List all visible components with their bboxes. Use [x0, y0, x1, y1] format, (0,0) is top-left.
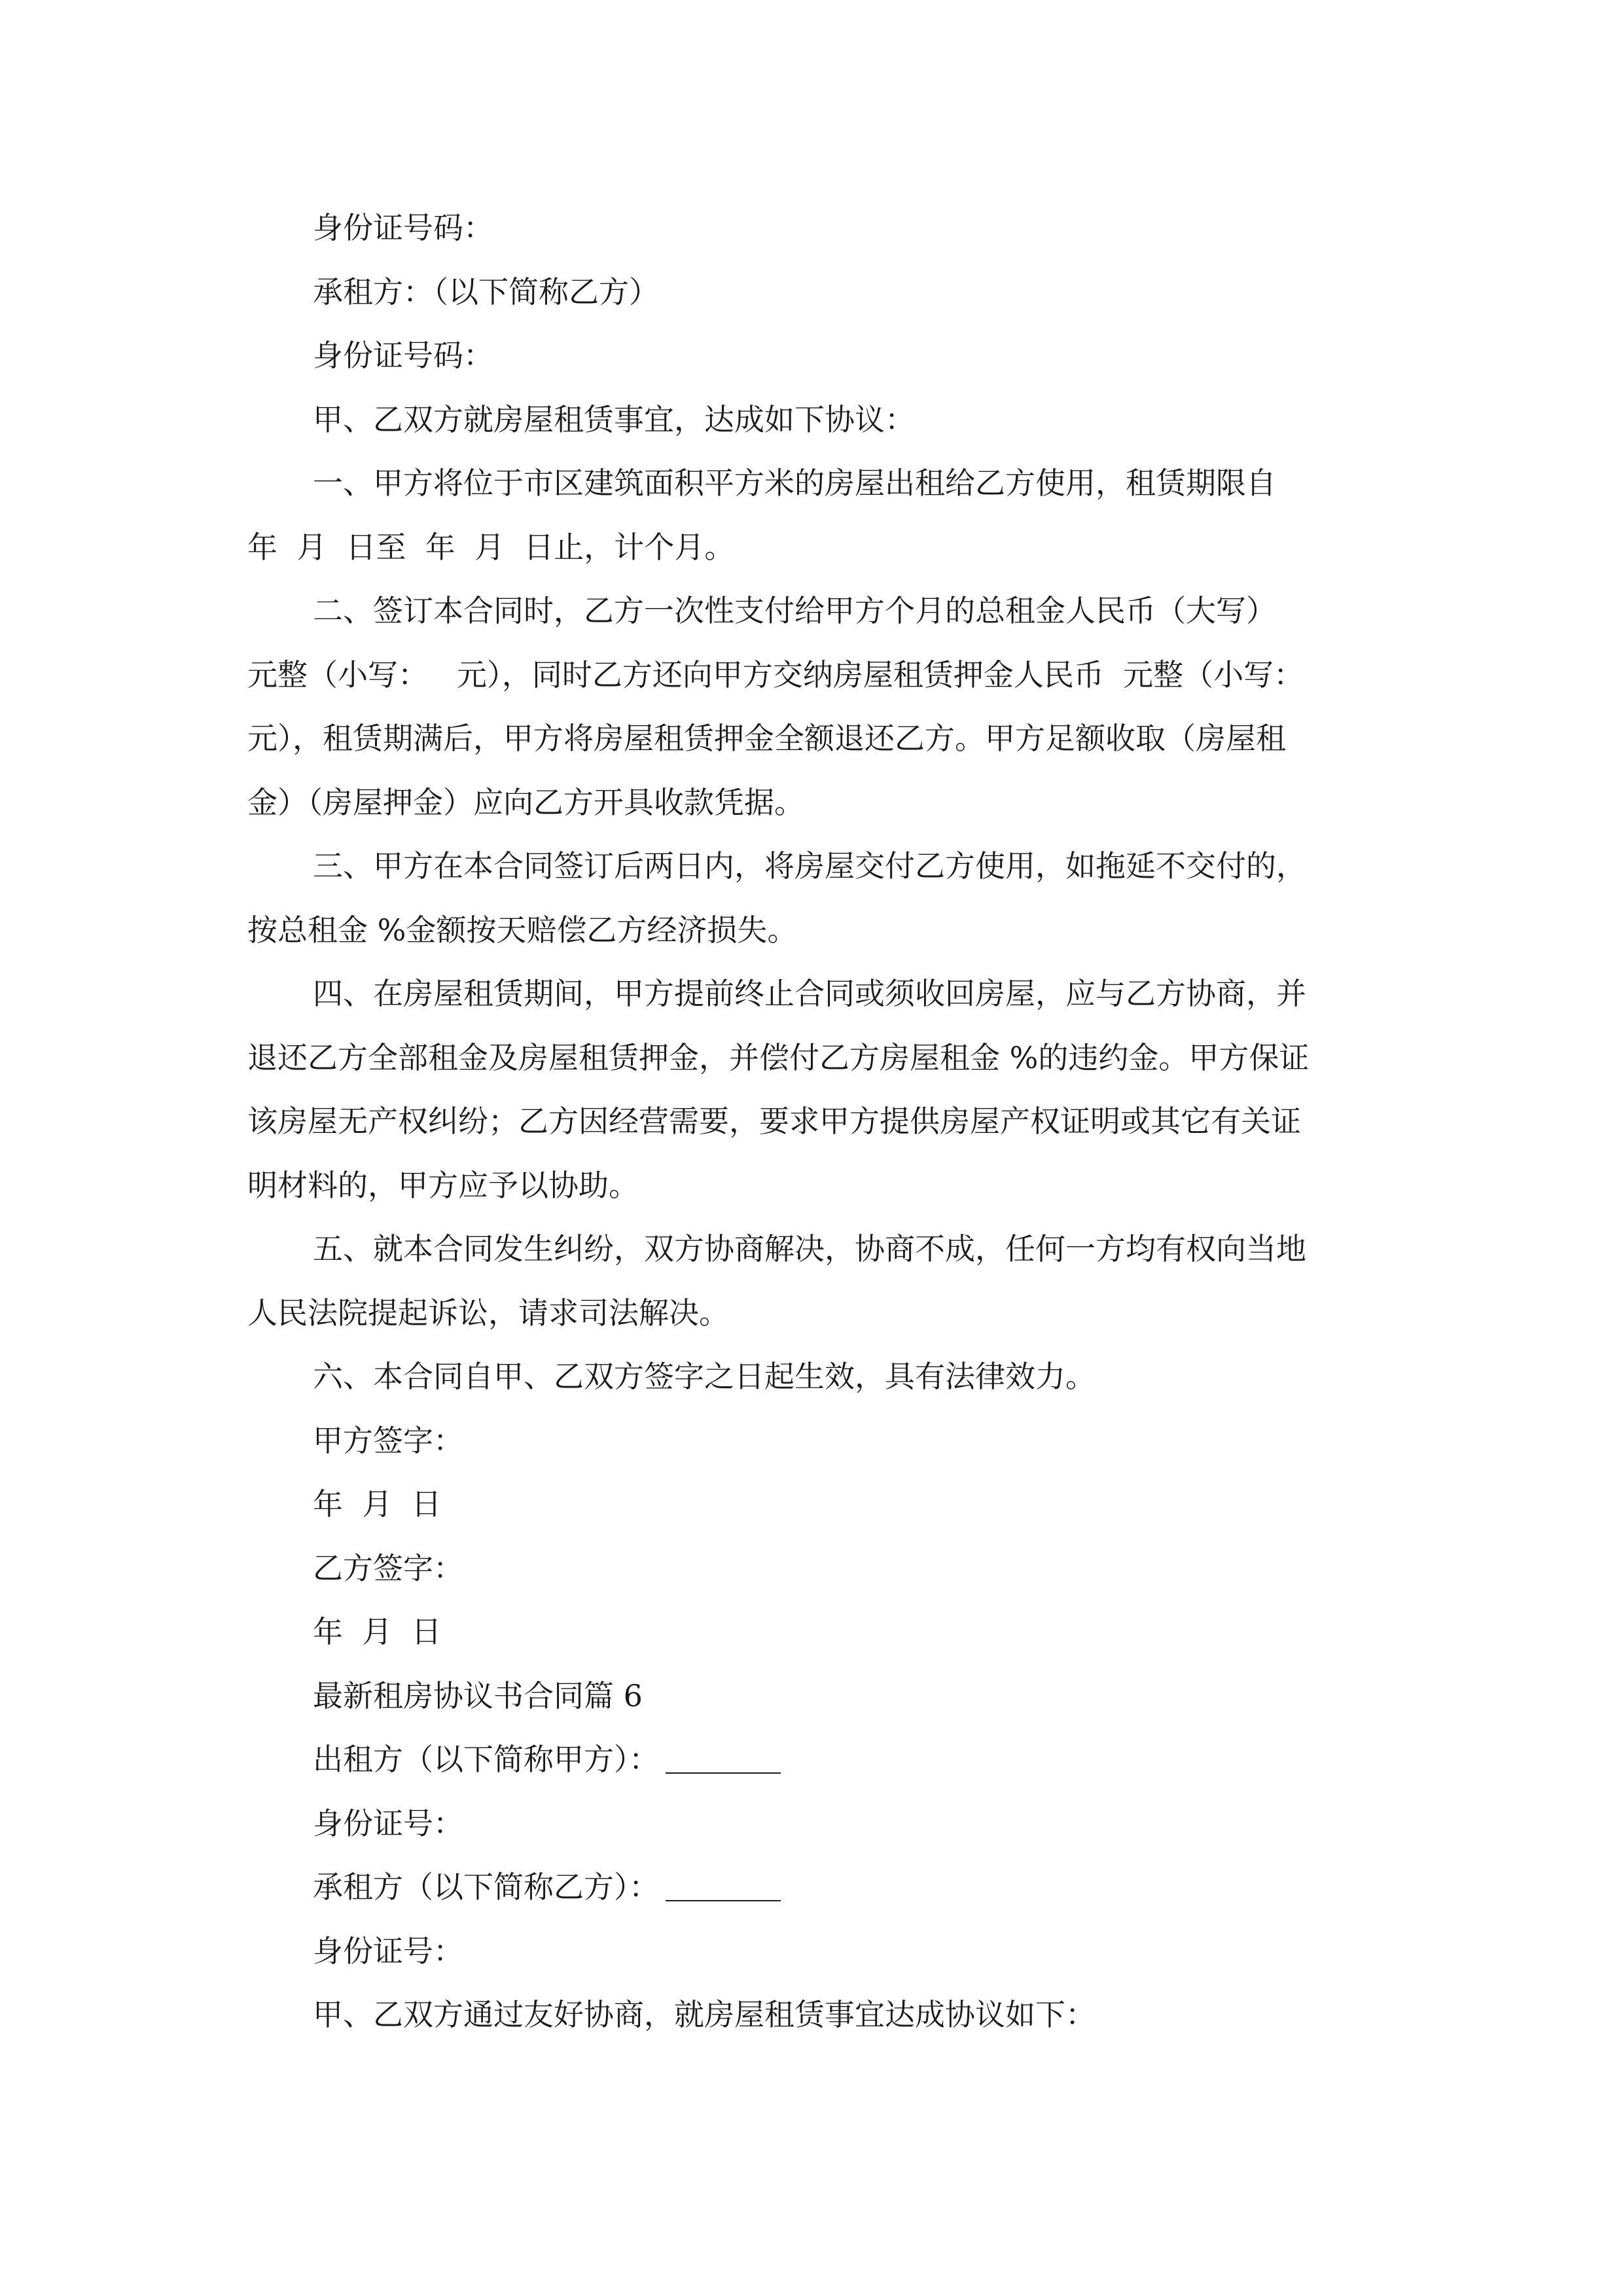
text-line: 明材料的，甲方应予以协助。	[247, 1167, 639, 1203]
lessee-label: 承租方（以下简称乙方）：	[313, 1869, 659, 1905]
text-line: 承租方：（以下简称乙方）	[313, 274, 659, 310]
section-title: 最新租房协议书合同篇 6	[313, 1677, 643, 1713]
date-line: 年 月 日	[313, 1614, 442, 1649]
text-line: 按总租金 %金额按天赔偿乙方经济损失。	[247, 912, 798, 948]
text-line: 四、在房屋租赁期间，甲方提前终止合同或须收回房屋，应与乙方协商，并	[313, 976, 1306, 1011]
text-line: 金）（房屋押金）应向乙方开具收款凭据。	[247, 784, 804, 820]
text-line: 退还乙方全部租金及房屋租赁押金，并偿付乙方房屋租金 %的违约金。甲方保证	[247, 1039, 1310, 1075]
date-line: 年 月 日	[313, 1486, 442, 1522]
blank-underline	[666, 1772, 781, 1774]
text-line: 三、甲方在本合同签订后两日内，将房屋交付乙方使用，如拖延不交付的，	[313, 848, 1306, 884]
signature-label: 甲方签字：	[313, 1422, 463, 1458]
lessor-label: 出租方（以下简称甲方）：	[313, 1742, 659, 1777]
text-line: 五、就本合同发生纠纷，双方协商解决，协商不成，任何一方均有权向当地	[313, 1231, 1306, 1266]
lessee-line	[247, 1856, 1389, 1920]
text-line: 身份证号码：	[313, 210, 493, 245]
text-line: 二、签订本合同时，乙方一次性支付给甲方个月的总租金人民币（大写）	[313, 593, 1276, 628]
text-line: 年 月 日至 年 月 日止，计个月。	[247, 529, 735, 565]
text-line: 甲、乙双方就房屋租赁事宜，达成如下协议：	[313, 401, 915, 437]
text-line: 身份证号码：	[313, 338, 493, 373]
text-line: 该房屋无产权纠纷；乙方因经营需要，要求甲方提供房屋产权证明或其它有关证	[247, 1103, 1301, 1139]
text-line: 一、甲方将位于市区建筑面积平方米的房屋出租给乙方使用，租赁期限自	[313, 465, 1276, 501]
text-line: 甲、乙双方通过友好协商，就房屋租赁事宜达成协议如下：	[313, 1997, 1096, 2032]
text-line: 六、本合同自甲、乙双方签字之日起生效，具有法律效力。	[313, 1359, 1096, 1394]
lessor-line	[247, 1728, 1389, 1792]
text-line: 身份证号：	[313, 1933, 463, 1969]
blank-underline	[666, 1899, 781, 1901]
document-page	[247, 196, 1389, 2047]
text-line: 元），租赁期满后，甲方将房屋租赁押金全额退还乙方。甲方足额收取（房屋租	[247, 721, 1286, 756]
signature-label: 乙方签字：	[313, 1550, 463, 1586]
text-line: 身份证号：	[313, 1805, 463, 1841]
text-line: 元整（小写： 元），同时乙方还向甲方交纳房屋租赁押金人民币 元整（小写：	[247, 656, 1304, 692]
text-line: 人民法院提起诉讼，请求司法解决。	[247, 1295, 729, 1331]
